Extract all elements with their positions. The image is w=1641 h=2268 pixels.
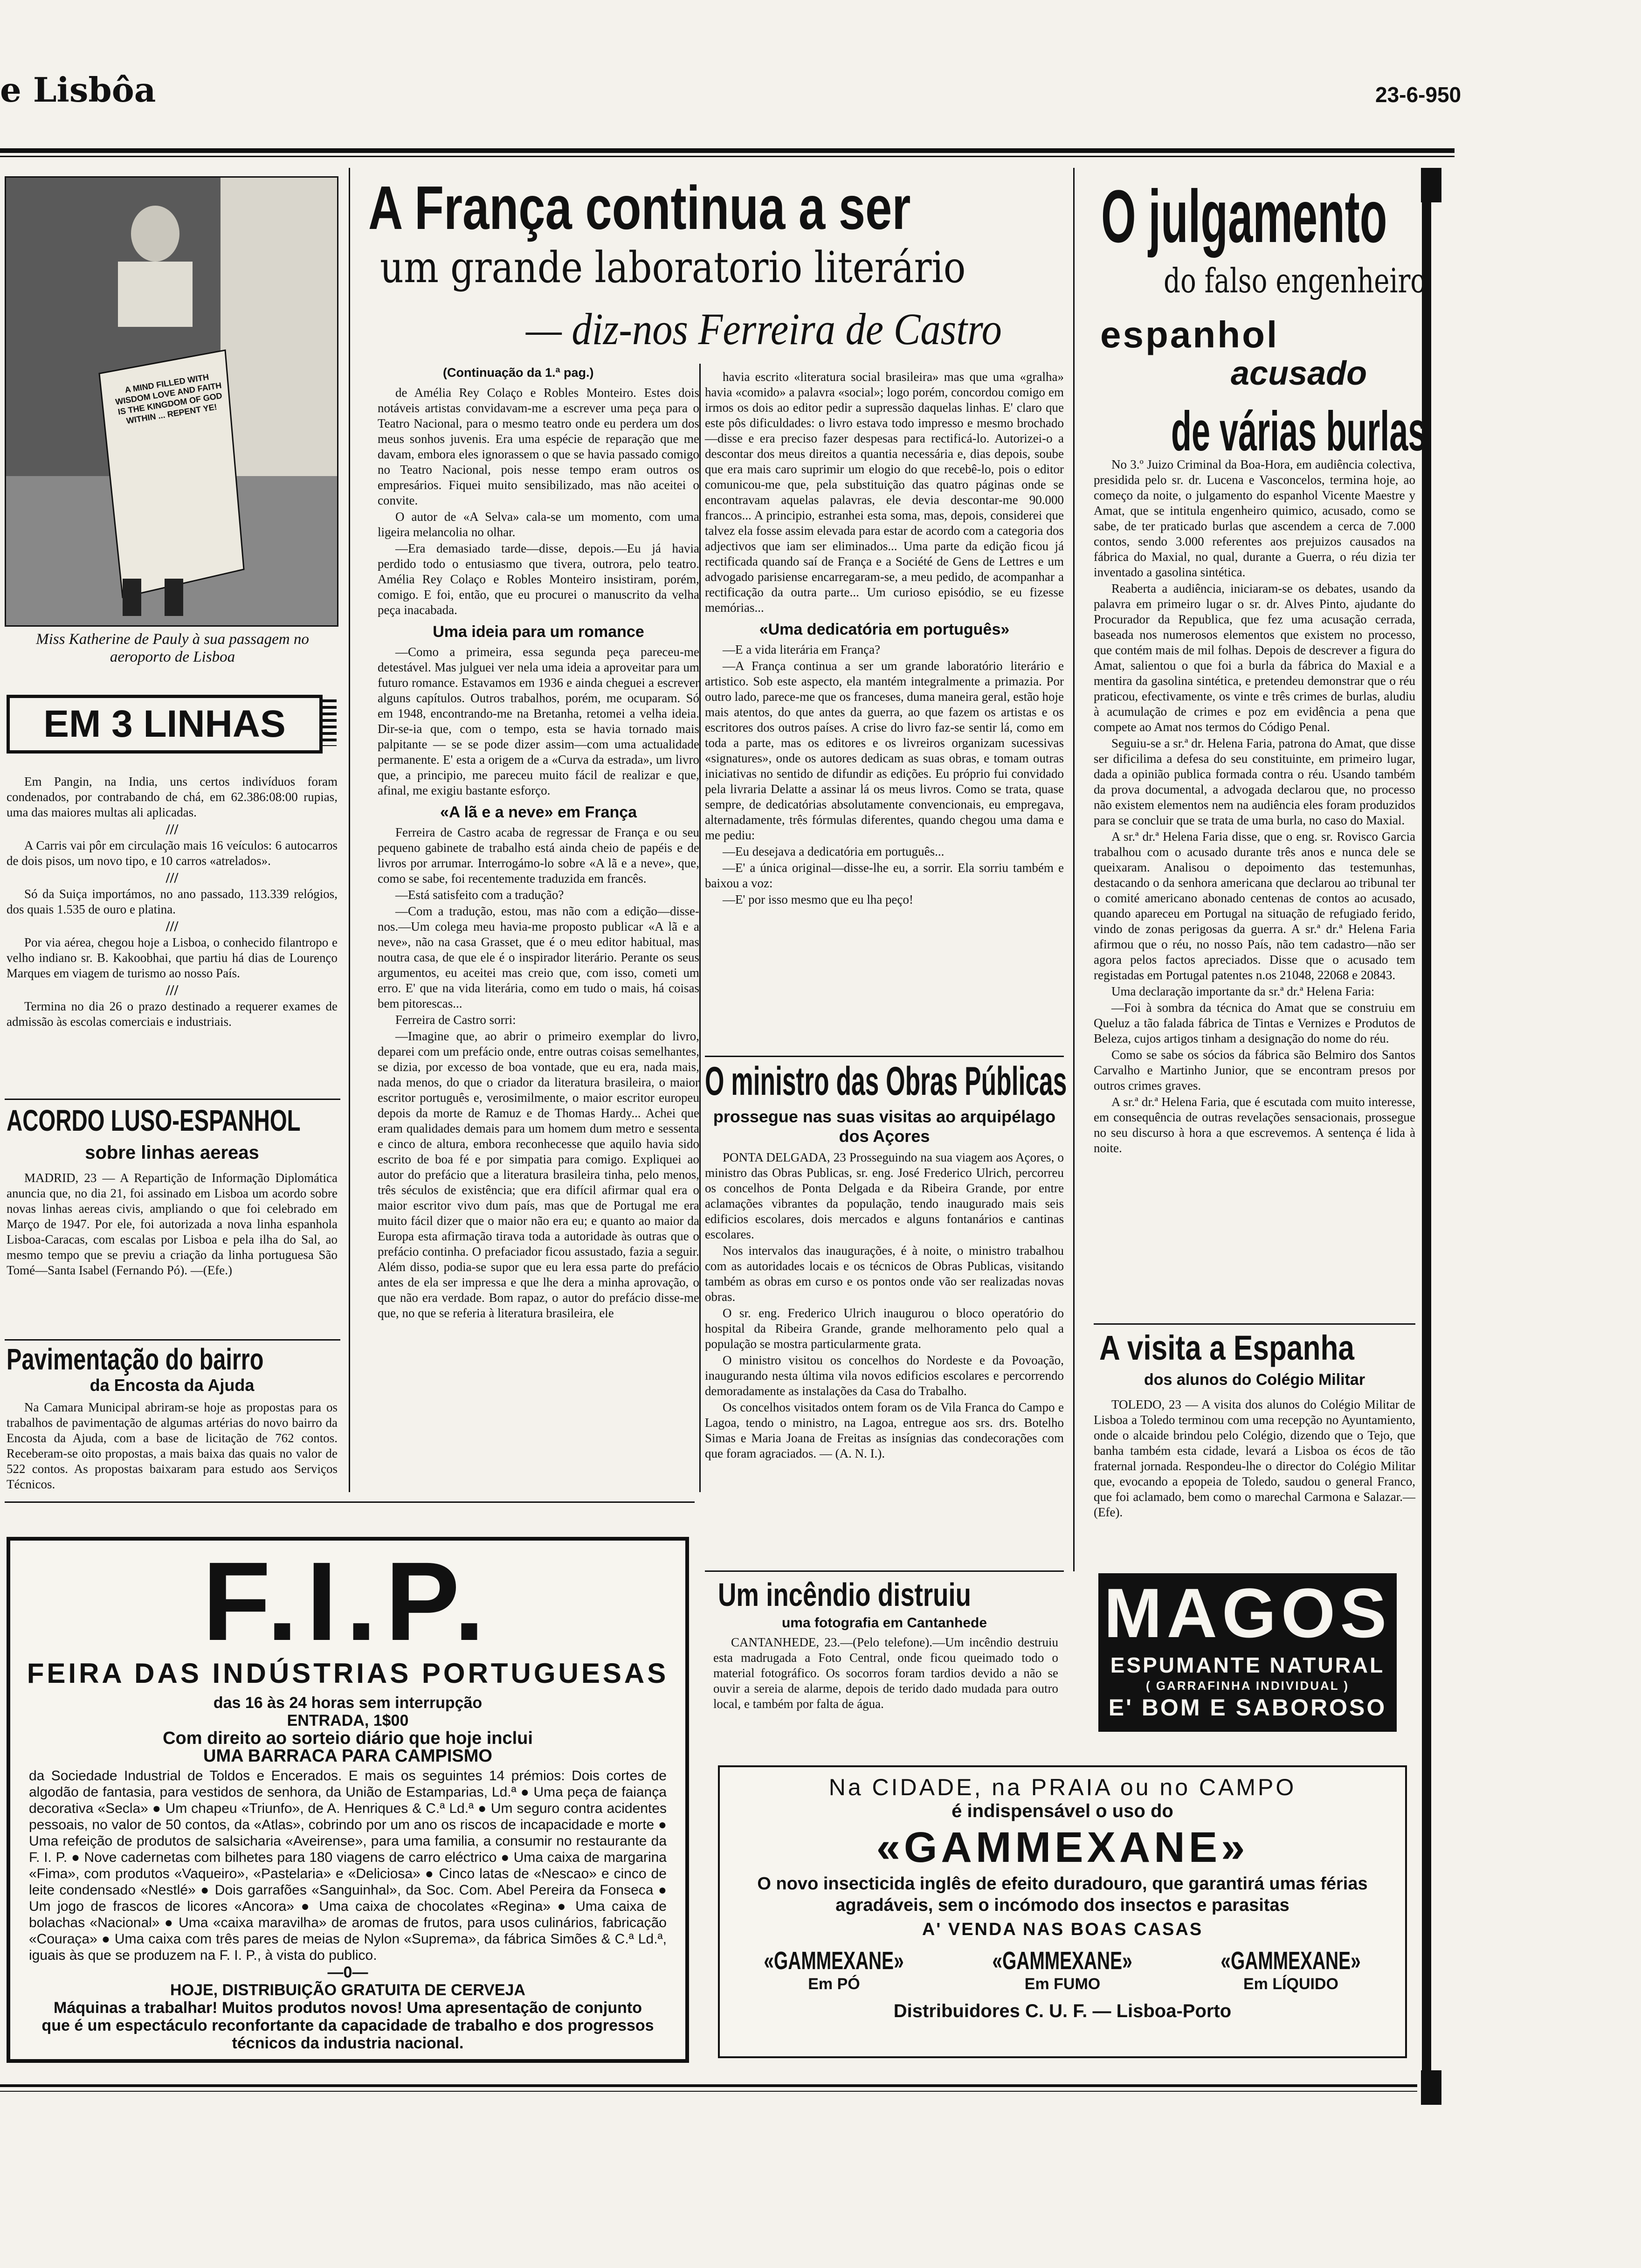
bairro-subtitle: da Encosta da Ajuda <box>90 1376 255 1395</box>
franca-byline: — diz-nos Ferreira de Castro <box>526 304 1002 354</box>
paragraph: —Foi à sombra da técnica do Amat que se construiu em Queluz a tão falada fábrica de Tintas e Vernizes e Produtos de Beleza, cujos artigos tinham a designação do nome do réu. <box>1094 1001 1415 1045</box>
gammexane-venda: A' VENDA NAS BOAS CASAS <box>922 1920 1203 1939</box>
incendio-subtitle: uma fotografia em Cantanhede <box>781 1615 987 1631</box>
em3linhas-title: EM 3 LINHAS <box>7 695 323 754</box>
divider <box>705 1056 1064 1057</box>
paragraph: Ferreira de Castro acaba de regressar de França e ou seu pequeno gabinete de trabalho está ainda cheio de papéis e de livros por arrumar. Interrogámo-lo sobre «A lã e a neve», que, como se sabe, foi recentemente traduzida em francês. <box>378 825 699 885</box>
separator: /// <box>165 869 179 886</box>
magos-ad <box>1098 1573 1397 1732</box>
product-form: Em LÍQUIDO <box>1243 1975 1338 1993</box>
separator: /// <box>165 982 179 998</box>
paragraph: No 3.º Juizo Criminal da Boa-Hora, em audiência colectiva, presidida pelo sr. dr. Lucena e Vasconcelos, termina hoje, ao começo da noite, o julgamento do espanhol Vicente Maestre y Amat, que se intitula engenheiro quimico, acusado, como se sabe, de ter praticado burlas que ascendem a cerca de 7.000 contos, sendo 3.000 referentes aos prejuizos causados na fábrica do Maxial, no qual, durante a Guerra, o réu dizia ter inventado a gasolina sintética. <box>1094 457 1415 579</box>
masthead: e Lisbôa <box>0 70 156 110</box>
paragraph: O ministro visitou os concelhos do Nordeste e da Povoação, inaugurando nesta última vila novos edificios escolares e percorrendo demoradamente as instalações da Casa do Trabalho. <box>705 1353 1064 1398</box>
gammexane-products <box>720 1946 1405 1993</box>
fip-hours: das 16 às 24 horas sem interrupção <box>213 1694 483 1712</box>
julgamento-line4: acusado <box>1231 355 1367 392</box>
em3linhas-hatch <box>323 699 337 746</box>
em3linhas-item: A Carris vai pôr em circulação mais 16 veículos: 6 autocarros de dois pisos, um novo tipo, e 10 carros «atrelados». <box>7 838 338 868</box>
paragraph: Seguiu-se a sr.ª dr. Helena Faria, patrona do Amat, que disse ser dificilima a defesa do seu constituinte, em primeiro lugar, dada a opinião publica formada contra o réu. Usando também da prova documental, a advogada declarou que, no processo não existem elementos nem na audiência eles foram produzidos para se concluir que se trata de uma burla, no caso do Maxial. <box>1094 736 1415 827</box>
acordo-title: ACORDO LUSO-ESPANHOL <box>7 1104 301 1137</box>
fip-ad <box>7 1537 689 2063</box>
obras-body <box>705 1150 1064 1462</box>
franca-col2 <box>705 369 1064 908</box>
acordo-text: MADRID, 23 — A Repartição de Informação Diplomática anuncia que, no dia 21, foi assinado em Lisboa um acordo sobre novas linhas aereas civis, ampliando o que foi celebrado em Março de 1947. Por ele, foi autorizada a nova linha espanhola Lisboa-Caracas, com escalas por Lisboa e pela ilha do Sal, ao mesmo tempo que se previu a criação da linha portuguesa São Tomé—Santa Isabel (Fernando Pó). —(Efe.) <box>7 1171 338 1277</box>
magos-line1: ESPUMANTE NATURAL <box>1110 1653 1385 1677</box>
page-date: 23-6-950 <box>1375 83 1462 107</box>
franca-sub1: Uma ideia para um romance <box>433 623 644 641</box>
paragraph: —Com a tradução, estou, mas não com a edição—disse-nos.—Um colega meu havia-me proposto publicar «A lã e a neve», não na casa Grasset, que é o meu editor habitual, mas noutra casa, de que ele é o inspirador literário. Perante os seus argumentos, eu aceitei mas creio que, com isso, cometi um erro. E' que na vida literária, como em tudo o mais, há coisas bem pitorescas... <box>378 904 699 1010</box>
julgamento-body <box>1094 457 1415 1157</box>
paragraph: Como se sabe os sócios da fábrica são Belmiro dos Santos Carvalho e Martinho Junior, que se encontram presos por outros crimes graves. <box>1094 1048 1415 1093</box>
paragraph: havia escrito «literatura social brasileira» mas que uma «gralha» havia «comido» a palavra «social»; logo porém, concordou comigo em irmos os dois ao editor pedir a supressão daquelas linhas. E' claro que este pôs dificuldades: o livro estava todo impresso e mesmo brochado—disse e era preciso fazer despesas para rectificá-lo. Autorizei-o a descontar dos meus direitos a quantia necessária e, dias depois, soube que era mais caro suprimir um elogio do que recebê-lo, pois o editor comunicou-me que, pela substituição das quatro páginas onde se encontravam aquelas palavras, ele devia descontar-me 90.000 francos... A principio, estranhei esta soma, mas, depois, considerei que talvez ela fosse assim elevada para estar de acordo com a categoria dos adjectivos que iam ser eliminados... Uma parte da edição ficou já rectificada quando saí de França e a Société de Gens de Lettres e um advogado parisiense encarregaram-se, a meu pedido, de acompanhar a rectificação da outra parte... Um curioso episódio, se eu fizesse memórias... <box>705 370 1064 615</box>
footer-rule-thin <box>0 2091 1417 2092</box>
gammexane-ad <box>718 1765 1407 2058</box>
espanha-text: TOLEDO, 23 — A visita dos alunos do Colégio Militar de Lisboa a Toledo terminou com uma recepção no Ayuntamiento, onde o alcaide brindou pelo Colégio, dizendo que o Tejo, que banha também esta cidade, levará a Lisboa os écos de tão fraternal jornada. Respondeu-lhe o director do Colégio Militar que, evocando a epopeia de Toledo, saudou o general Franco, que foi aclamado, bem como o marechal Carmona e Salazar.—(Efe). <box>1094 1397 1415 1519</box>
fip-entry: ENTRADA, 1$00 <box>287 1712 409 1729</box>
paragraph: A sr.ª dr.ª Helena Faria, que é escutada com muito interesse, em consequência de outras revelações sensacionais, prossegue no seu discurso à hora a que escrevemos. A sentença é lida à noite. <box>1094 1095 1415 1155</box>
franca-sub2: «A lã e a neve» em França <box>440 803 637 821</box>
julgamento-line3: espanhol <box>1100 314 1279 355</box>
franca-col1 <box>378 385 699 1322</box>
paragraph: —E' a única original—disse-lhe eu, a sorrir. Ela sorriu também e baixou a voz: <box>705 861 1064 890</box>
paragraph: —Eu desejava a dedicatória em português... <box>723 844 945 858</box>
footer-rule <box>0 2084 1417 2087</box>
paragraph: Ferreira de Castro sorri: <box>395 1013 516 1027</box>
header-rule <box>0 148 1455 153</box>
divider <box>705 1570 1064 1572</box>
franca-sub3: «Uma dedicatória em português» <box>759 621 1010 638</box>
magos-line3: E' BOM E SABOROSO <box>1108 1694 1387 1721</box>
divider <box>5 1099 340 1100</box>
paragraph: —Está satisfeito com a tradução? <box>395 888 564 902</box>
fip-closing: Máquinas a trabalhar! Muitos produtos novos! Uma apresentação de conjunto que é um espectáculo reconfortante da capacidade de trabalho e dos progressos técnicos da industria nacional. <box>41 1999 654 2052</box>
product-name: «GAMMEXANE» <box>1220 1947 1361 1975</box>
paragraph: —A França continua a ser um grande laboratório literário e artistico. Sob este aspecto, ela mantém integralmente a primazia. Por outro lado, parece-me que os franceses, duma maneira geral, estão hoje mais atentos, do que antes da guerra, ao que fazem os artistas e os escritores dos outros países. A crise do livro faz-se sentir lá, como em toda a parte, mas os editores e os livreiros organizam sucessivas «signatures», onde os autores dedicam as suas obras, e tomam outras iniciativas no sentido de difundir as edições. Eu próprio fui convidado pela livraria Delatte a assinar lá os meus livros. Como se trata, quase sempre, de dedicatórias absolutamente convencionais, eu empregava, alternadamente, três fórmulas diferentes, quando chegou uma dama e me pediu: <box>705 659 1064 842</box>
fip-logo: F.I.P. <box>202 1539 493 1664</box>
gammexane-desc: O novo insecticida inglês de efeito duradouro, que garantirá umas férias agradáveis, sem o incómodo dos insectos e parasitas <box>757 1874 1368 1915</box>
julgamento-line5: de várias burlas <box>1171 400 1427 463</box>
franca-title: A França continua a ser <box>368 173 911 242</box>
paragraph: Reaberta a audiência, iniciaram-se os debates, usando da palavra em primeiro lugar o sr. dr. Alves Pinto, ajudante do Procurador da Republica, que fez uma acusação cerrada, baseada nos numerosos elementos que existem no processo, que contém mais de mil folhas. Depois de descrever a figura do Amat, salientou o que foi a burla da fábrica do Maxial e a mentira da gasolina sintética, e pretendeu demonstrar que o réu praticou, efectivamente, os vinte e três crimes de burlas, aludiu à acumulação de crimes e poz em evidência a pena que compete ao Amat nos termos do Código Penal. <box>1094 581 1415 734</box>
paragraph: de Amélia Rey Colaço e Robles Monteiro. Estes dois notáveis artistas convidavam-me a escrever uma peça para o Teatro Nacional, para o mesmo teatro onde eu perdera um dos meus sonhos juvenis. Era uma espécie de reparação que me davam, embora eles ignorassem o que se havia passado comigo no Teatro Nacional, pois nesse tempo eram outros os empresários. Fiquei muito sensibilizado, mas não aceitei o convite. <box>378 386 699 507</box>
margin-bar <box>1422 177 1431 2098</box>
incendio-body <box>713 1635 1058 1713</box>
separator: /// <box>165 821 179 837</box>
paragraph: Os concelhos visitados ontem foram os de Vila Franca do Campo e Lagoa, tendo o ministro, na Lagoa, entregue aos srs. drs. Botelho Simas e Maria Joana de Freitas as insígnias das condecorações com que foram agraciados. — (A. N. I.). <box>705 1400 1064 1460</box>
paragraph: —Como a primeira, essa segunda peça pareceu-me detestável. Mas julguei ver nela uma ideia a aproveitar para um futuro romance. Estavamos em 1936 e ainda cheguei a escrever alguns capítulos. Outros trabalhos, porém, me ocuparam. Só em 1948, encontrando-me na Bretanha, retomei a velha ideia. Dir-se-ia que, com o tempo, esta se havia tornado mais palpitante — se se pode dizer assim—com uma actualidade permanente. E' esta a origem de a «Curva da estrada», um livro que, a principio, me pareceu muito fácil de realizar e que, afinal, me exigiu bastante esforço. <box>378 645 699 797</box>
paragraph: Uma declaração importante da sr.ª dr.ª Helena Faria: <box>1111 984 1375 998</box>
fip-lottery: Com direito ao sorteio diário que hoje inclui <box>163 1729 533 1748</box>
paragraph: O autor de «A Selva» cala-se um momento, com uma ligeira melancolia no olhar. <box>378 510 699 539</box>
gammexane-indisp: é indispensável o uso do <box>952 1801 1173 1821</box>
paragraph: Nos intervalos das inaugurações, é à noite, o ministro trabalhou com as autoridades locais e os técnicos de Obras Publicas, visitando também as obras em curso e os pontos onde vão ser realizadas novas obras. <box>705 1244 1064 1304</box>
separator: /// <box>165 918 179 934</box>
photo-katherine <box>5 176 338 627</box>
gammexane-product <box>1193 1946 1388 1993</box>
em3linhas-item: Por via aérea, chegou hoje a Lisboa, o conhecido filantropo e velho indiano sr. B. Kakoobhai, que partiu há dias de Lourenço Marques em viagem de turismo ao nosso País. <box>7 935 338 980</box>
margin-block-bottom <box>1421 2070 1441 2105</box>
divider <box>1094 1323 1415 1325</box>
acordo-subtitle: sobre linhas aereas <box>85 1142 259 1163</box>
acordo-body <box>7 1170 338 1279</box>
julgamento-title: O julgamento <box>1101 174 1387 258</box>
magos-brand: MAGOS <box>1103 1574 1392 1652</box>
photo-caption: Miss Katherine de Pauly à sua passagem no aeroporto de Lisboa <box>36 631 309 665</box>
fip-title: FEIRA DAS INDÚSTRIAS PORTUGUESAS <box>27 1658 669 1689</box>
em3linhas-item: Em Pangin, na India, uns certos indivíduos foram condenados, por contrabando de chá, em 62.386:08:00 rupias, uma das maiores multas ali aplicadas. <box>7 774 338 819</box>
paragraph: —E' por isso mesmo que eu lha peço! <box>723 892 914 906</box>
incendio-text: CANTANHEDE, 23.—(Pelo telefone).—Um incêndio destruiu esta madrugada a Foto Central, onde ficou queimado todo o material fotográfico. Os socorros foram tardios devido a não se ouvir a sereia de alarme, depois de terido dado mudada para outro local, e também por falta de água. <box>713 1635 1058 1711</box>
franca-title2: um grande laboratorio literário <box>380 242 966 292</box>
divider <box>5 1339 340 1341</box>
paragraph: —Imagine que, ao abrir o primeiro exemplar do livro, deparei com um prefácio onde, entre outras coisas semelhantes, se dizia, por excesso de boa vontade, que eu era, nada mais, nada menos, do que o criador da literatura brasileira, o maior escritor português e, verosimilmente, o maior escritor europeu depois da morte de Ramuz e de Thomas Hardy... Achei que eram qualidades demais para um homem dum metro e sessenta e cinco de altura, embora reconhecesse que aquilo havia sido escrito de boa fé e por simpatia para comigo. Expliquei ao autor do prefácio que a literatura brasileira tinha, pelo menos, três séculos de existência; que era difícil afirmar qual era o maior escritor vivo dum país, mas que de Portugal me era muito fácil dizer que o maior não era eu; e quanto ao maior da Europa esta afirmação tirava toda a autoridade às outras que o prefácio continha. O prefaciador ficou assustado, fazia a seguir. Além disso, podia-se supor que eu lera essa parte do prefácio antes de ela ser impressa e que lhe dera a minha aprovação, o que não era verdade. Bom rapaz, o autor do prefácio disse-me que, no que se referia à literatura brasileira, ele <box>378 1029 699 1320</box>
fip-beer: HOJE, DISTRIBUIÇÃO GRATUITA DE CERVEJA <box>170 1981 525 1999</box>
em3linhas-item: Só da Suiça importámos, no ano passado, 113.339 relógios, dos quais 1.535 de ouro e platina. <box>7 887 338 916</box>
fip-prize: UMA BARRACA PARA CAMPISMO <box>203 1746 492 1766</box>
column-rule <box>349 168 350 1492</box>
em3linhas-item: Termina no dia 26 o prazo destinado a requerer exames de admissão às escolas comerciais e industriais. <box>7 999 338 1029</box>
divider <box>5 1501 695 1503</box>
julgamento-line2: do falso engenheiro <box>1164 261 1427 300</box>
bairro-body <box>7 1400 338 1493</box>
fip-separator: —0— <box>327 1964 368 1981</box>
paragraph: —Era demasiado tarde—disse, depois.—Eu já havia perdido todo o entusiasmo que tivera, outrora, pelo teatro. Amélia Rey Colaço e Robles Monteiro insistiram, porém, comigo. E foi, então, que eu procurei o manuscrito da velha peça inacabada. <box>378 541 699 617</box>
gammexane-brand: «GAMMEXANE» <box>876 1824 1249 1871</box>
gammexane-product <box>737 1946 931 1993</box>
paragraph: PONTA DELGADA, 23 Prosseguindo na sua viagem aos Açores, o ministro das Obras Publicas, sr. eng. José Frederico Ulrich, percorreu os concelhos de Ponta Delgada e da Ribeira Grande, por entre aclamações vibrantes da população, tendo inaugurado mais seis edificios escolares, dois mercados e alguns fontanários e cantinas escolares. <box>705 1150 1064 1241</box>
paragraph: —E a vida literária em França? <box>723 643 881 657</box>
paragraph: O sr. eng. Frederico Ulrich inaugurou o bloco operatório do hospital da Ribeira Grande, grande melhoramento pelo qual a população se mostra particularmente grata. <box>705 1306 1064 1351</box>
product-name: «GAMMEXANE» <box>764 1947 904 1975</box>
obras-title: O ministro das Obras Públicas <box>705 1059 1067 1104</box>
sign-text: A MIND FILLED WITH WISDOM LOVE AND FAITH IS THE KINGDOM OF GOD WITHIN ... REPENT YE! <box>114 372 223 426</box>
column-rule <box>1073 168 1075 1571</box>
espanha-subtitle: dos alunos do Colégio Militar <box>1144 1371 1365 1389</box>
obras-subtitle: prossegue nas suas visitas ao arquipélago dos Açores <box>713 1107 1056 1146</box>
gammexane-dist: Distribuidores C. U. F. — Lisboa-Porto <box>893 2001 1232 2021</box>
incendio-title: Um incêndio distruiu <box>718 1577 971 1613</box>
espanha-title: A visita a Espanha <box>1099 1328 1354 1367</box>
espanha-body <box>1094 1397 1415 1521</box>
franca-continuation: (Continuação da 1.ª pag.) <box>443 366 594 380</box>
gammexane-top: Na CIDADE, na PRAIA ou no CAMPO <box>828 1774 1296 1800</box>
bairro-title: Pavimentação do bairro <box>7 1342 264 1376</box>
product-name: «GAMMEXANE» <box>992 1947 1133 1975</box>
gammexane-product <box>965 1946 1159 1993</box>
header-rule-thin <box>0 156 1455 157</box>
margin-block-top <box>1421 168 1441 202</box>
bairro-text: Na Camara Municipal abriram-se hoje as propostas para os trabalhos de pavimentação de algumas artérias do novo bairro da Encosta da Ajuda, com a base de licitação de 762 contos. Receberam-se oito propostas, a mais baixa das quais no valor de 522 contos. As propostas baixaram para estudo aos Serviços Técnicos. <box>7 1400 338 1491</box>
paragraph: A sr.ª dr.ª Helena Faria disse, que o eng. sr. Rovisco Garcia trabalhou com o acusado durante três anos e nunca dele se queixaram. Analisou o depoimento das testemunhas, destacando o da senhora americana que declarou ao tribunal ter o comité americano abonado centenas de contos ao acusado, quando apareceu em Portugal na situação de refugiado ferido, vindo de zonas perigosas da guerra. A sr.ª dr.ª Helena Faria afirmou que o réu, no nosso País, não tem cadastro—não ser agora pelos factos apreciados. Disse que o acusado tem registadas em Portugal patentes n.os 21048, 22068 e 20843. <box>1094 830 1415 982</box>
em3linhas-body <box>7 774 338 1030</box>
fip-body: da Sociedade Industrial de Toldos e Encerados. E mais os seguintes 14 prémios: Dois cortes de algodão de fantasia, para vestidos de senhora, da União de Estamparias, Ld.ª ● Uma peça de faiança decorativa «Secla» ● Um chapeu «Triunfo», de A. Henriques & C.ª Ld.ª ● Um seguro contra acidentes pessoais, no valor de 50 contos, da «Atlas», cobrindo por um ano os riscos de incapacidade e morte ● Uma refeição de produtos de salsicharia «Aveirense», para uma familia, a consumir no restaurante da F. I. P. ● Nove cadernetas com bilhetes para 180 viagens de carro eléctrico ● Uma caixa de margarina «Fima», com produtos «Vaqueiro», «Pastelaria» e «Deliciosa» ● Cinco latas de «Nescao» e cinco de leite condensado «Nestlé» ● Dois garrafões «Sanguinhal», da Soc. Com. Abel Pereira da Fonseca ● Um jogo de frascos de licores «Ancora» ● Uma caixa de chocolates «Regina» ● Uma caixa de bolachas «Nacional» ● Uma «caixa maravilha» de aromas de frutos, para usos culinários, fabricação «Couraça» ● Uma caixa com três pares de meias de Nylon «Suprema», da fábrica Simões & C.ª Ld.ª, iguais às que se produzem na F. I. P., à vista do publico. <box>29 1768 667 1963</box>
product-form: Em FUMO <box>1024 1975 1101 1993</box>
product-form: Em PÓ <box>808 1975 860 1993</box>
magos-line2: ( GARRAFINHA INDIVIDUAL ) <box>1145 1679 1350 1693</box>
column-rule <box>699 364 701 1492</box>
